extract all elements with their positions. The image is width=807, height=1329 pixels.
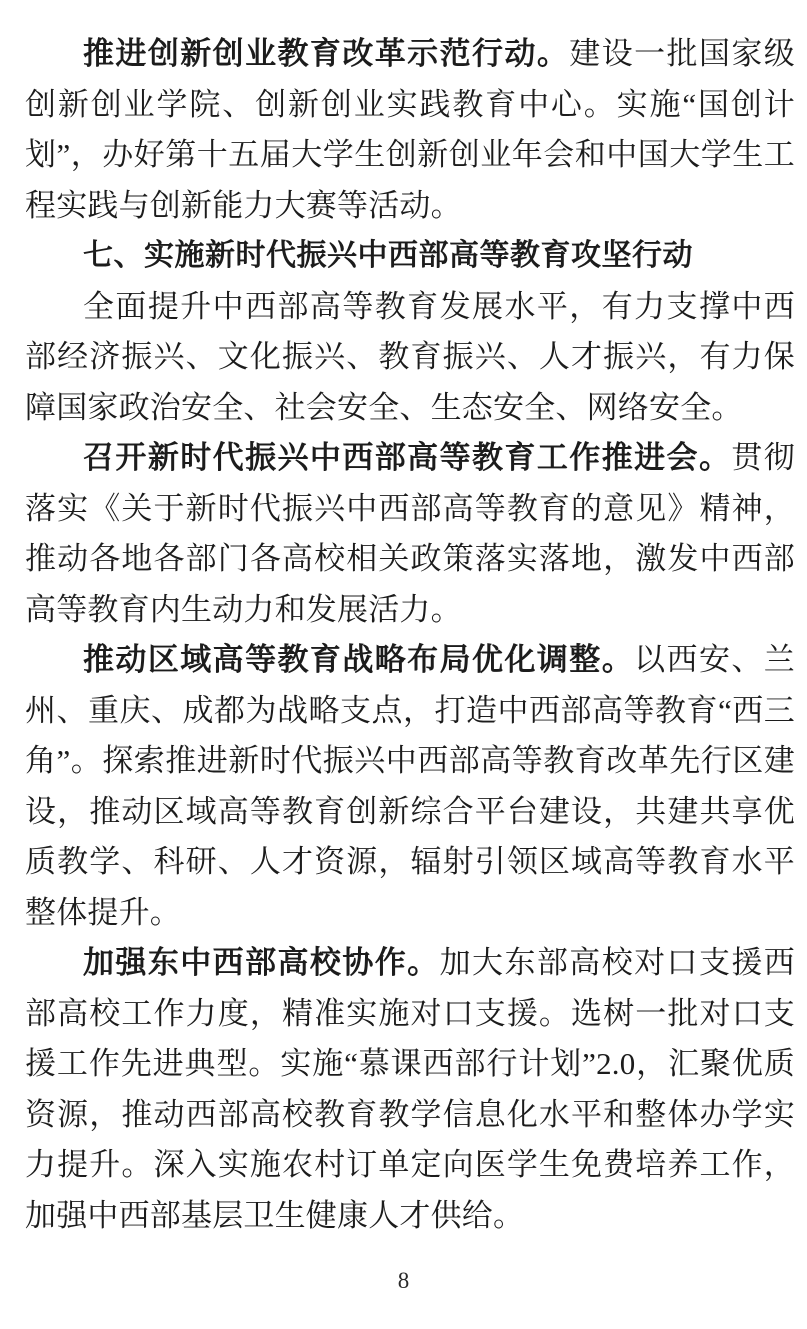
paragraph-east-west-cooperation (25, 938, 795, 1241)
paragraph-work-conference (25, 433, 795, 635)
paragraph-overall-goal (25, 282, 795, 434)
page-number: 8 (397, 1268, 410, 1293)
paragraph-lead: 召开新时代振兴中西部高等教育工作推进会。 (83, 440, 732, 475)
paragraph-text: 以西安、兰州、重庆、成都为战略支点，打造中西部高等教育“西三角”。探索推进新时代振兴中西部高等教育改革先行区建设，推动区域高等教育创新综合平台建设，共建共享优质教学、科研、人才资源，辐射引领区域高等教育水平整体提升。 (25, 642, 795, 930)
paragraph-lead: 推动区域高等教育战略布局优化调整。 (83, 642, 635, 677)
paragraph-text: 全面提升中西部高等教育发展水平，有力支撑中西部经济振兴、文化振兴、教育振兴、人才振兴，有力保障国家政治安全、社会安全、生态安全、网络安全。 (25, 288, 795, 425)
section-heading-seven: 七、实施新时代振兴中西部高等教育攻坚行动 (83, 239, 693, 272)
document-body (25, 29, 795, 1241)
paragraph-lead: 推进创新创业教育改革示范行动。 (83, 36, 570, 71)
paragraph-text: 加大东部高校对口支援西部高校工作力度，精准实施对口支援。选树一批对口支援工作先进典型。实施“慕课西部行计划”2.0，汇聚优质资源，推动西部高校教育教学信息化水平和整体办学实力提升。深入实施农村订单定向医学生免费培养工作，加强中西部基层卫生健康人才供给。 (25, 945, 795, 1233)
paragraph-text: 建设一批国家级创新创业学院、创新创业实践教育中心。实施“国创计划”，办好第十五届大学生创新创业年会和中国大学生工程实践与创新能力大赛等活动。 (25, 36, 795, 223)
page-footer (0, 1268, 807, 1294)
paragraph-text: 贯彻落实《关于新时代振兴中西部高等教育的意见》精神，推动各地各部门各高校相关政策落实落地，激发中西部高等教育内生动力和发展活力。 (25, 440, 795, 627)
paragraph-innovation-education (25, 29, 795, 231)
paragraph-lead: 加强东中西部高校协作。 (83, 945, 440, 980)
paragraph-regional-layout (25, 635, 795, 938)
